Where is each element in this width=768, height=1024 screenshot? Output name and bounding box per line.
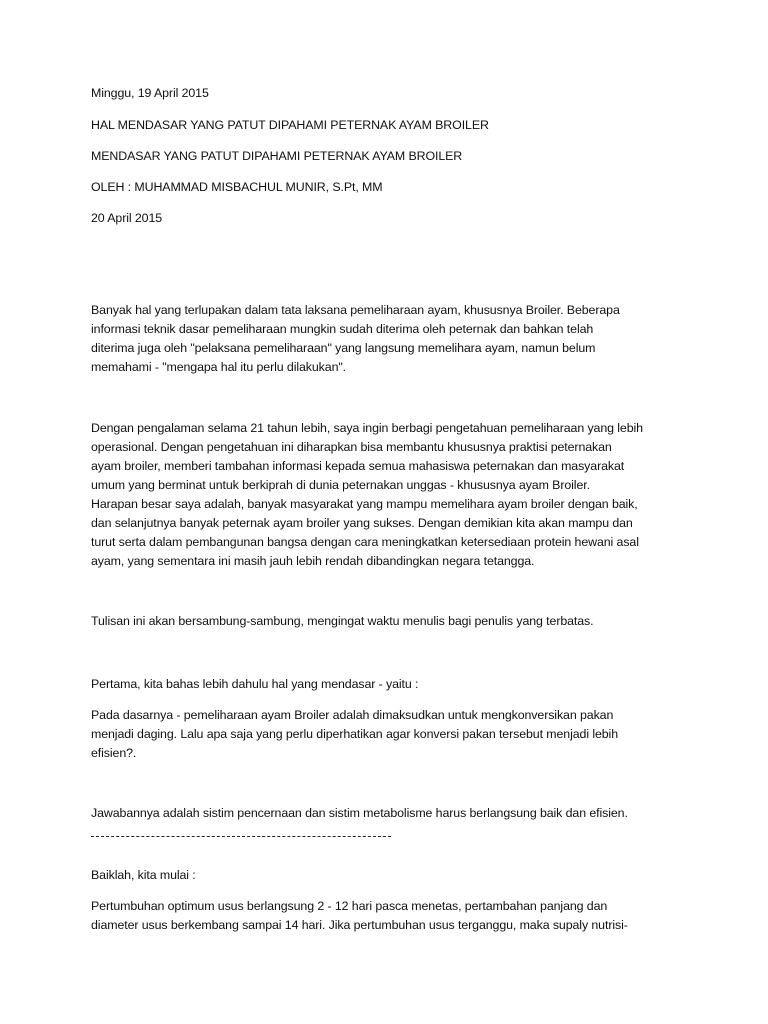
paragraph-answer: Jawabannya adalah sistim pencernaan dan sistim metabolisme harus berlangsung baik dan efisien.: [91, 806, 628, 820]
paragraph-experience: [91, 419, 643, 571]
document-subtitle: MENDASAR YANG PATUT DIPAHAMI PETERNAK AYAM BROILER: [91, 149, 463, 163]
document-title: HAL MENDASAR YANG PATUT DIPAHAMI PETERNAK AYAM BROILER: [91, 118, 489, 132]
dashed-separator: [91, 836, 391, 837]
paragraph-line: efisien?.: [91, 746, 137, 760]
post-date: Minggu, 19 April 2015: [91, 86, 209, 100]
paragraph-line: Pertumbuhan optimum usus berlangsung 2 - 12 hari pasca menetas, pertambahan panjang dan: [91, 899, 608, 913]
paragraph-first-topic: Pertama, kita bahas lebih dahulu hal yang mendasar - yaitu :: [91, 677, 419, 691]
paragraph-line: Banyak hal yang terlupakan dalam tata laksana pemeliharaan ayam, khususnya Broiler. Beberapa: [91, 303, 620, 317]
paragraph-line: ayam, yang sementara ini masih jauh lebih rendah dibandingkan negara tetangga.: [91, 554, 535, 568]
paragraph-line: diterima juga oleh "pelaksana pemeliharaan" yang langsung memelihara ayam, namun belum: [91, 341, 596, 355]
paragraph-line: ayam broiler, memberi tambahan informasi kepada semua mahasiswa peternakan dan masyarakat: [91, 459, 625, 473]
paragraph-line: diameter usus berkembang sampai 14 hari. Jika pertumbuhan usus terganggu, maka supaly nutrisi-: [91, 918, 628, 932]
paragraph-line: Dengan pengalaman selama 21 tahun lebih, saya ingin berbagi pengetahuan pemeliharaan yang lebih: [91, 421, 643, 435]
paragraph-line: operasional. Dengan pengetahuan ini diharapkan bisa membantu khususnya praktisi peternakan: [91, 440, 612, 454]
paragraph-intro: [91, 301, 620, 377]
paragraph-line: memahami - "mengapa hal itu perlu dilakukan".: [91, 360, 346, 374]
paragraph-line: umum yang berminat untuk berkiprah di dunia peternakan unggas - khususnya ayam Broiler.: [91, 478, 590, 492]
paragraph-line: informasi teknik dasar pemeliharaan mungkin sudah diterima oleh peternak dan bahkan telah: [91, 322, 594, 336]
paragraph-line: Pada dasarnya - pemeliharaan ayam Broiler adalah dimaksudkan untuk mengkonversikan pakan: [91, 708, 614, 722]
paragraph-start: Baiklah, kita mulai :: [91, 868, 196, 882]
paragraph-line: dan selanjutnya banyak peternak ayam broiler yang sukses. Dengan demikian kita akan mampu dan: [91, 516, 633, 530]
document-date: 20 April 2015: [91, 211, 163, 225]
paragraph-basics: [91, 706, 618, 763]
paragraph-line: turut serta dalam pembangunan bangsa dengan cara meningkatkan ketersediaan protein hewani asal: [91, 535, 639, 549]
author-line: OLEH : MUHAMMAD MISBACHUL MUNIR, S.Pt, MM: [91, 180, 383, 194]
paragraph-line: Harapan besar saya adalah, banyak masyarakat yang mampu memelihara ayam broiler dengan baik,: [91, 497, 638, 511]
paragraph-intestine: [91, 897, 628, 935]
paragraph-series-note: Tulisan ini akan bersambung-sambung, mengingat waktu menulis bagi penulis yang terbatas.: [91, 614, 594, 628]
paragraph-line: menjadi daging. Lalu apa saja yang perlu diperhatikan agar konversi pakan tersebut menjadi lebih: [91, 727, 618, 741]
